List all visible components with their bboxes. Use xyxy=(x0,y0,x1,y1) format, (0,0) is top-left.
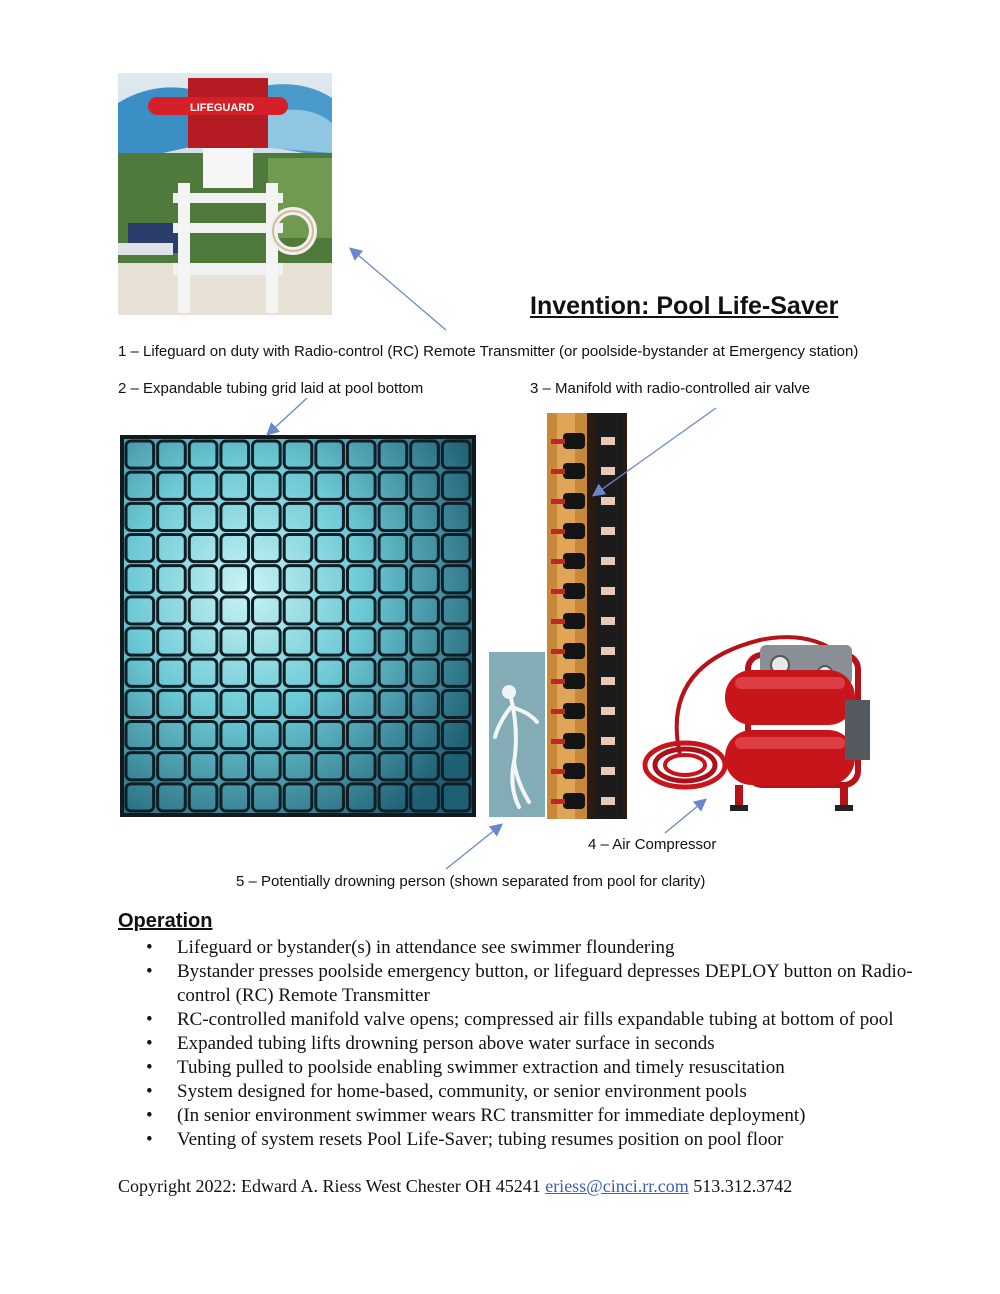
label-item-2: 2 – Expandable tubing grid laid at pool bottom xyxy=(118,380,424,397)
label-item-1: 1 – Lifeguard on duty with Radio-control (RC) Remote Transmitter (or poolside-bystander at Emergency station) xyxy=(118,343,859,360)
list-item: • Tubing pulled to poolside enabling swimmer extraction and timely resuscitation xyxy=(140,1056,940,1080)
label-item-3: 3 – Manifold with radio-controlled air valve xyxy=(530,380,811,397)
copyright-line xyxy=(118,1176,792,1197)
copyright-text: Copyright 2022: Edward A. Riess West Chester OH 45241 xyxy=(118,1176,541,1196)
list-item: • System designed for home-based, community, or senior environment pools xyxy=(140,1080,940,1104)
arrow-4 xyxy=(665,800,705,833)
arrow-1 xyxy=(351,249,446,330)
list-item: • Expanded tubing lifts drowning person above water surface in seconds xyxy=(140,1032,940,1056)
phone-number: 513.312.3742 xyxy=(693,1176,793,1196)
list-item: • Bystander presses poolside emergency button, or lifeguard depresses DEPLOY button on Radio-control (RC) Remote Transmitter xyxy=(140,960,940,1008)
list-item: • Lifeguard or bystander(s) in attendance see swimmer floundering xyxy=(140,936,940,960)
label-item-5: 5 – Potentially drowning person (shown separated from pool for clarity) xyxy=(236,873,706,890)
list-item: • Venting of system resets Pool Life-Saver; tubing resumes position on pool floor xyxy=(140,1128,940,1152)
arrow-5 xyxy=(446,825,501,869)
label-item-4: 4 – Air Compressor xyxy=(588,836,717,853)
operation-heading: Operation xyxy=(118,910,213,932)
arrow-3 xyxy=(594,408,716,495)
lifeguard-sign-text: LIFEGUARD xyxy=(190,102,255,114)
email-link[interactable]: eriess@cinci.rr.com xyxy=(545,1176,689,1196)
arrow-2 xyxy=(268,398,307,434)
operation-list xyxy=(140,936,940,1152)
page-title: Invention: Pool Life-Saver xyxy=(530,292,839,320)
list-item: • (In senior environment swimmer wears RC transmitter for immediate deployment) xyxy=(140,1104,940,1128)
list-item: • RC-controlled manifold valve opens; compressed air fills expandable tubing at bottom of pool xyxy=(140,1008,940,1032)
